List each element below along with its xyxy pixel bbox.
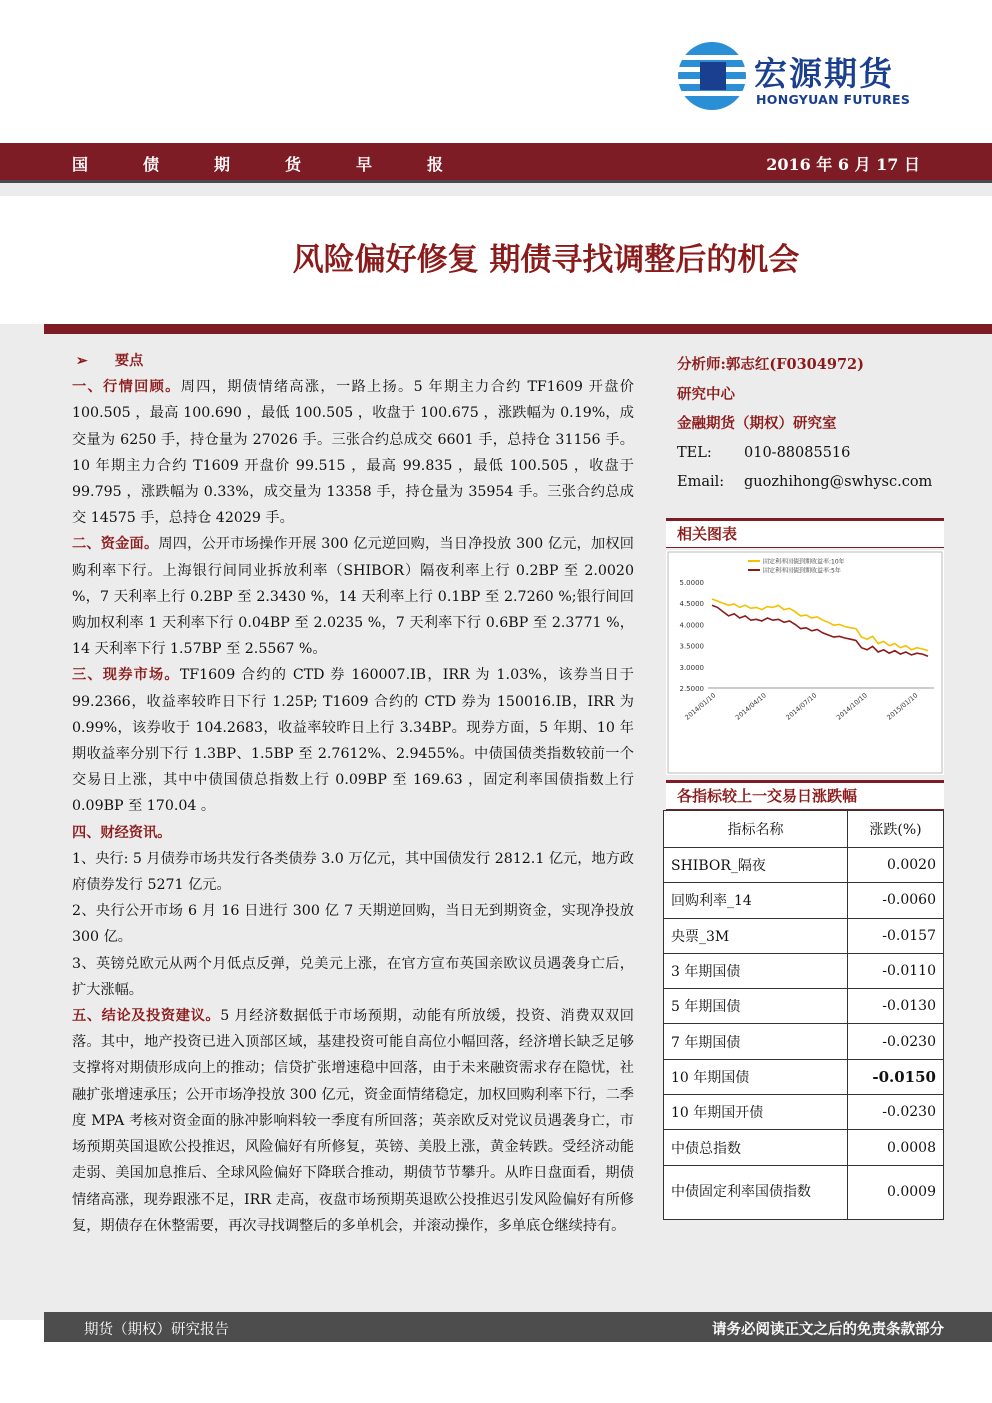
y-tick-label: 4.0000: [679, 621, 704, 630]
section-heading: 四、财经资讯。: [72, 824, 172, 841]
indicator-name: 10 年期国债: [664, 1059, 848, 1094]
table-row: [664, 883, 944, 918]
tel-label: TEL:: [677, 444, 712, 461]
table-row: [664, 1024, 944, 1059]
indicator-value: 0.0008: [848, 1130, 944, 1165]
indicator-name: 3 年期国债: [664, 953, 848, 988]
y-tick-label: 3.0000: [679, 663, 704, 672]
section-heading: 五、结论及投资建议。: [72, 1008, 221, 1025]
page-footer: [44, 1312, 992, 1342]
y-tick-label: 5.0000: [679, 579, 704, 587]
table-row: [664, 848, 944, 883]
section-heading: 一、行情回顾。: [72, 379, 181, 396]
analyst-company: 金融期货（期权）研究室: [677, 415, 837, 432]
title-divider: [44, 324, 992, 334]
news-item: 1、央行: 5 月债券市场共发行各类债券 3.0 万亿元，其中国债发行 2812.1 亿元，地方政府债券发行 5271 亿元。: [72, 850, 634, 894]
analyst-info: [677, 350, 957, 498]
indicator-value: 0.0009: [848, 1165, 944, 1219]
indicator-value: -0.0130: [848, 989, 944, 1024]
page-title: 风险偏好修复 期债寻找调整后的机会: [292, 242, 800, 278]
brand-name-cn: 宏源期货: [754, 54, 894, 93]
report-date: 2016 年 6 月 17 日: [766, 155, 920, 174]
series-line: [712, 599, 928, 651]
x-tick-label: 2014/07/10: [784, 691, 819, 722]
table-row: [664, 918, 944, 953]
column-header: 涨跌(%): [848, 811, 944, 848]
section-text: TF1609 合约的 CTD 券 160007.IB，IRR 为 1.03%，该券当日于 99.2366，收益率较昨日下行 1.25P; T1609 合约的 CTD 券为 150016.IB，IRR 为 0.99%，该券收于 104.2683，收益率较昨日上行 3.34BP。现券方面，5 年期、10 年期收益率分别下行 1.3BP、1.5BP 至 2.7612%、2.9455%。中债国债类指数较前一个交易日上涨，其中中债国债总指数上行 0.09BP 至 169.63 ，固定利率国债指数上行 0.09BP 至 170.04 。: [72, 667, 634, 815]
table-row: [664, 1059, 944, 1094]
analyst-tel: [677, 439, 957, 469]
report-type: 国债期货早报: [72, 155, 499, 174]
column-header: 指标名称: [664, 811, 848, 848]
brand-name-en: HONGYUAN FUTURES: [756, 92, 911, 107]
analyst-dept: 研究中心: [677, 385, 735, 403]
section-text: 5 月经济数据低于市场预期，动能有所放缓，投资、消费双双回落。其中，地产投资已进入顶部区域，基建投资可能自高位小幅回落，经济增长缺乏足够支撑将对期债形成向上的推动；信贷扩张增速稳中回落，由于未来融资需求存在隐忧，社融扩张增速承压；公开市场净投放 300 亿元，资金面情绪稳定，加权回购利率下行，二季度 MPA 考核对资金面的脉冲影响料较一季度有所回落；英亲欧反对党议员遇袭身亡，市场预期英国退欧公投推迟，风险偏好有所修复，英镑、美股上涨，黄金转跌。受经济动能走弱、美国加息推后、全球风险偏好下降联合推动，期债节节攀升。从昨日盘面看，期债情绪高涨，现券跟涨不足，IRR 走高，夜盘市场预期英退欧公投推迟引发风险偏好有所修复，期债存在休整需要，再次寻找调整后的多单机会，并滚动操作，多单底仓继续持有。: [72, 1008, 634, 1234]
indicator-name: 中债总指数: [664, 1130, 848, 1165]
section-text: 周四，公开市场操作开展 300 亿元逆回购，当日净投放 300 亿元，加权回购利率下行。上海银行间同业拆放利率（SHIBOR）隔夜利率上行 0.2BP 至 2.0020 %，7 天利率上行 0.2BP 至 2.3430 %，14 天利率上行 0.1BP 至 2.7260 %;银行间回购加权利率 1 天利率下行 0.04BP 至 2.0235 %，7 天利率下行 0.6BP 至 2.3771 %，14 天利率下行 1.57BP 至 2.5567 %。: [72, 536, 634, 658]
analyst-email: [677, 468, 957, 498]
x-tick-label: 2014/01/10: [683, 691, 718, 722]
section-heading: 二、资金面。: [72, 536, 159, 553]
y-tick-label: 4.5000: [679, 600, 704, 609]
section-text: 周四，期债情绪高涨，一路上扬。5 年期主力合约 TF1609 开盘价 100.505 ，最高 100.690 ，最低 100.505 ，收盘于 100.675 ，涨跌幅为 0.19%，成交量为 6250 手，持仓量为 27026 手。三张合约总成交 6601 手，总持仓 31156 手。10 年期主力合约 T1609 开盘价 99.515 ，最高 99.835 ，最低 100.505 ，收盘于 99.795 ，涨跌幅为 0.33%，成交量为 13358 手，持仓量为 35954 手。三张合约总成交 14575 手，总持仓 42029 手。: [72, 379, 634, 527]
section-market-review: [72, 374, 634, 531]
news-item: 2、央行公开市场 6 月 16 日进行 300 亿 7 天期逆回购，当日无到期资金，实现净投放 300 亿。: [72, 903, 634, 946]
analyst-name: 分析师:郭志红(F0304972): [677, 356, 864, 373]
indicator-name: SHIBOR_隔夜: [664, 848, 848, 883]
x-tick-label: 2014/10/10: [834, 691, 869, 722]
indicator-value: -0.0230: [848, 1095, 944, 1130]
indicator-name: 10 年期国开债: [664, 1095, 848, 1130]
yield-chart: [666, 550, 944, 775]
indicator-value: 0.0020: [848, 848, 944, 883]
indicator-value: -0.0150: [848, 1059, 944, 1094]
indicator-value: -0.0110: [848, 953, 944, 988]
table-header-row: [664, 811, 944, 848]
chart-section-title: 相关图表: [666, 518, 944, 548]
summary-heading: [72, 348, 634, 374]
bullet-icon: ➢: [76, 353, 88, 369]
table-row: [664, 1130, 944, 1165]
indicator-value: -0.0230: [848, 1024, 944, 1059]
section-conclusion: [72, 1003, 634, 1239]
table-row: [664, 953, 944, 988]
section-liquidity: [72, 531, 634, 662]
section-news: [72, 820, 634, 846]
indicator-value: -0.0060: [848, 883, 944, 918]
table-row: [664, 1095, 944, 1130]
email-value[interactable]: guozhihong@swhysc.com: [744, 474, 933, 490]
indicator-name: 7 年期国债: [664, 1024, 848, 1059]
indicator-name: 中债固定利率国债指数: [664, 1165, 848, 1219]
yield-chart-svg: [666, 550, 944, 775]
company-logo: [676, 40, 926, 120]
indicator-name: 5 年期国债: [664, 989, 848, 1024]
indicator-name: 回购利率_14: [664, 883, 848, 918]
indicator-table: [663, 810, 944, 1220]
tel-value: 010-88085516: [744, 444, 851, 461]
table-row: [664, 1165, 944, 1219]
summary-column: [72, 348, 634, 1239]
legend-label: 固定利率国债到期收益率:5年: [763, 567, 841, 575]
footer-disclaimer: 请务必阅读正文之后的免责条款部分: [712, 1321, 944, 1338]
x-tick-label: 2014/04/10: [733, 691, 768, 722]
report-header-band: [0, 143, 992, 180]
news-item: 3、英镑兑欧元从两个月低点反弹，兑美元上涨，在官方宣布英国亲欧议员遇袭身亡后，扩大涨幅。: [72, 955, 634, 998]
summary-heading-text: 要点: [114, 353, 144, 369]
chart-frame: [668, 552, 942, 773]
table-row: [664, 989, 944, 1024]
table-section-title: 各指标较上一交易日涨跌幅: [666, 780, 944, 810]
footer-left: 期货（期权）研究报告: [84, 1322, 229, 1338]
indicator-value: -0.0157: [848, 918, 944, 953]
y-tick-label: 2.5000: [679, 685, 704, 693]
section-cash-bond: [72, 662, 634, 819]
logo-mark-icon: [676, 40, 748, 112]
email-label: Email:: [677, 474, 725, 490]
indicator-name: 央票_3M: [664, 918, 848, 953]
series-line: [712, 605, 928, 656]
legend-label: 固定利率国债到期收益率:10年: [763, 558, 845, 566]
y-tick-label: 3.5000: [679, 642, 704, 651]
section-heading: 三、现券市场。: [72, 667, 180, 684]
x-tick-label: 2015/01/10: [885, 691, 920, 722]
